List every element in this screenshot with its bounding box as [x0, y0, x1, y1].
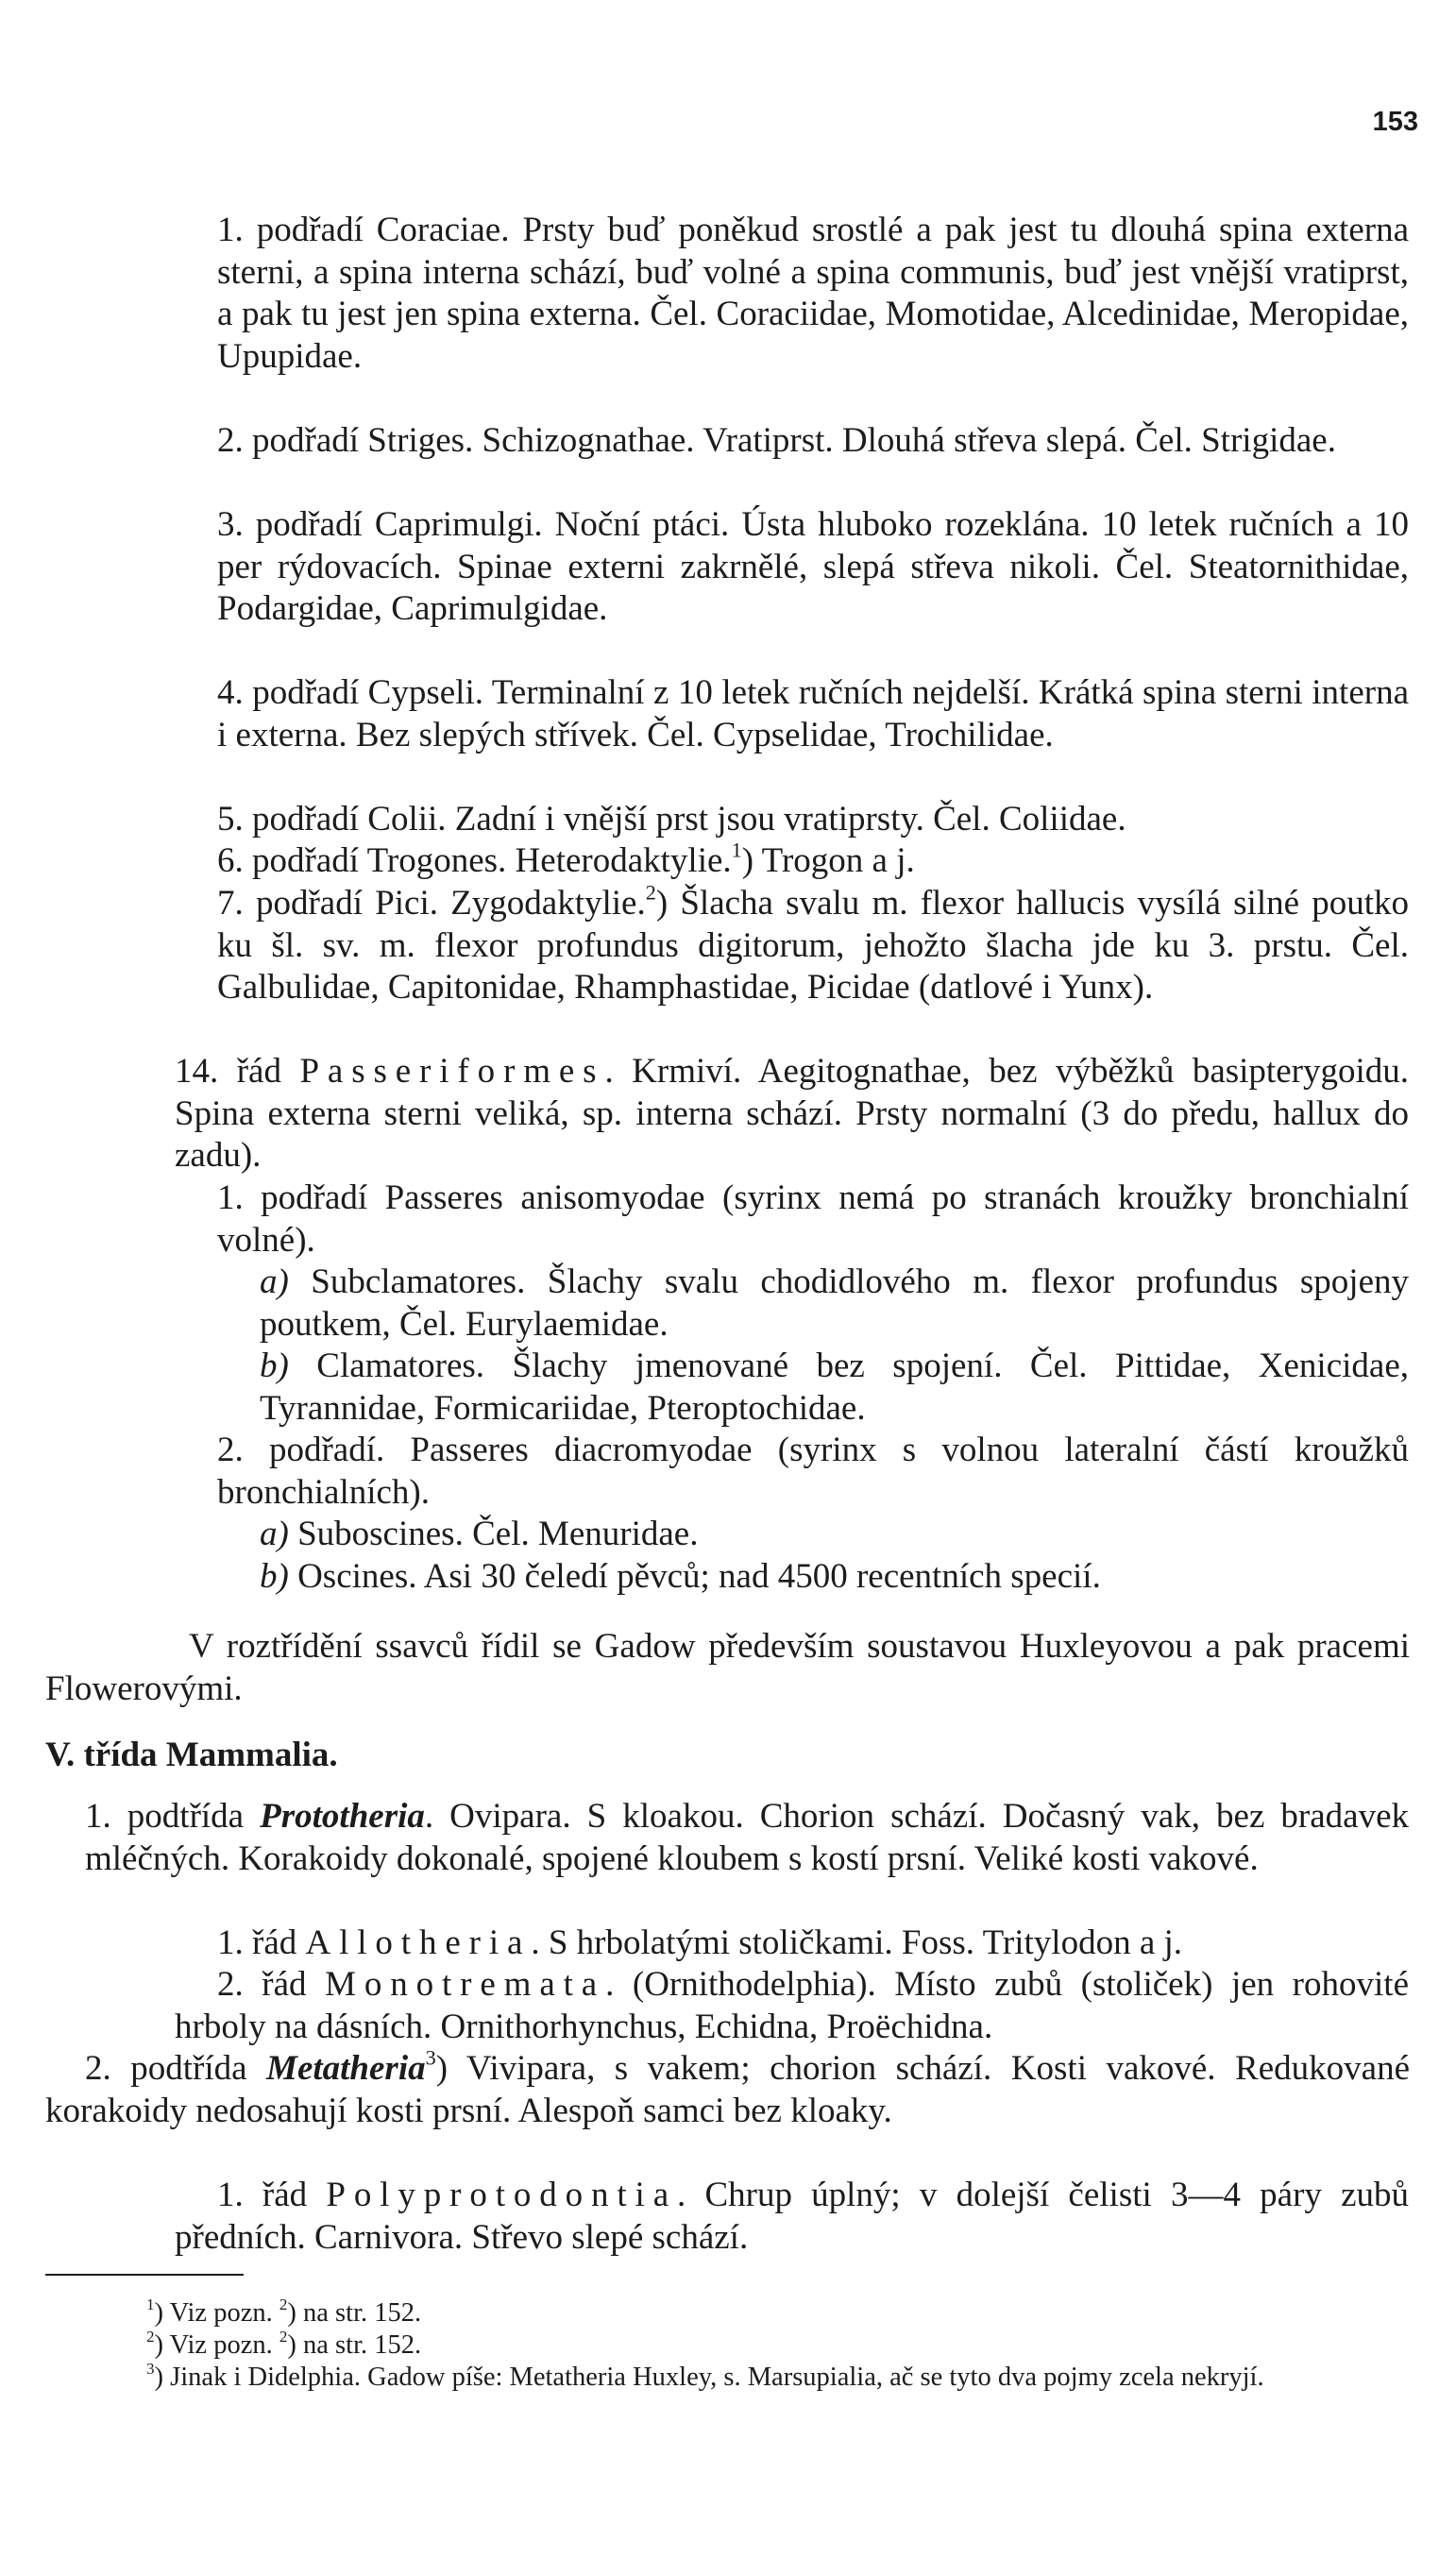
subclass-name: Metatheria [266, 2049, 426, 2088]
suborder-paragraph: 2. podřadí. Passeres diacromyodae (syrinx s volnou lateralní částí kroužků bronchialních). [217, 1431, 1409, 1512]
list-letter: a) [260, 1262, 289, 1301]
subgroup-paragraph: b) Oscines. Asi 30 čeledí pěvců; nad 4500 recentních specií. [260, 1557, 1101, 1596]
footnote-ref: 2 [279, 2295, 288, 2314]
order-name: Passeriformes [299, 1052, 605, 1091]
footnote-mark: 3 [146, 2360, 155, 2379]
footnote: $^1$) Viz pozn. $^2$) na str. 152. [146, 2295, 422, 2328]
order-name: Monotremata [325, 1965, 606, 2004]
list-letter: b) [260, 1347, 289, 1385]
suborder-paragraph: 1. podřadí Passeres anisomyodae (syrinx nemá po stranách kroužky bronchialní volné). [217, 1178, 1409, 1260]
order-paragraph: 1. řád Polyprotodontia. Chrup úplný; v dolejší čelisti 3—4 páry zubů předních. Carnivora. Střevo slepé schází. [175, 2176, 1410, 2257]
footnote-mark: 1 [146, 2295, 155, 2314]
list-letter: a) [260, 1515, 289, 1553]
order-paragraph: 2. řád Monotremata. (Ornithodelphia). Místo zubů (stoliček) jen rohovité hrboly na dásních. Ornithorhynchus, Echidna, Proëchidna. [175, 1965, 1409, 2046]
footnote-ref: 2 [279, 2328, 288, 2346]
order-name: Polyprotodontia [326, 2176, 678, 2214]
list-letter: b) [260, 1557, 289, 1596]
subclass-paragraph: 1. podtřída Prototheria. Ovipara. S kloakou. Chorion schází. Dočasný vak, bez bradavek mléčných. Korakoidy dokonalé, spojené kloubem s kostí prsní. Veliké kosti vakové. [85, 1797, 1409, 1878]
footnote-ref: 1 [731, 838, 742, 862]
footnote-rule [45, 2274, 244, 2276]
subgroup-paragraph: a) Suboscines. Čel. Menuridae. [260, 1515, 699, 1553]
order-name: Allotheria [305, 1923, 532, 1962]
suborder-paragraph: 5. podřadí Colii. Zadní i vnější prst jsou vratiprsty. Čel. Coliidae. [217, 800, 1126, 839]
subgroup-paragraph: b) Clamatores. Šlachy jmenované bez spojení. Čel. Pittidae, Xenicidae, Tyrannidae, Formicariidae, Pteroptochidae. [260, 1347, 1409, 1428]
class-heading: V. třída Mammalia. [45, 1736, 338, 1774]
footnote: $^2$) Viz pozn. $^2$) na str. 152. [146, 2328, 422, 2360]
footnote: $^3$) Jinak i Didelphia. Gadow píše: Metatheria Huxley, s. Marsupialia, ač se tyto dva pojmy zcela nekryjí. [146, 2360, 1264, 2392]
order-paragraph: 14. řád Passeriformes. Krmiví. Aegitognathae, bez výběžků basipterygoidu. Spina externa sterni veliká, sp. interna schází. Prsty normalní (3 do předu, hallux do zadu). [175, 1052, 1409, 1176]
suborder-paragraph: 7. podřadí Pici. Zygodaktylie.$^2$) Šlacha svalu m. flexor hallucis vysílá silné poutko ku šl. sv. m. flexor profundus digitorum, jehožto šlacha jde ku 3. prstu. Čel. Galbulidae, Capitonidae, Rhamphastidae, Picidae (datlové i Yunx). [217, 880, 1409, 1008]
suborder-paragraph: 2. podřadí Striges. Schizognathae. Vratiprst. Dlouhá střeva slepá. Čel. Strigidae. [217, 421, 1336, 460]
footnote-ref: 2 [645, 880, 656, 905]
subgroup-paragraph: a) Subclamatores. Šlachy svalu chodidlového m. flexor profundus spojeny poutkem, Čel. Eurylaemidae. [260, 1262, 1409, 1344]
suborder-paragraph: 6. podřadí Trogones. Heterodaktylie.$^1$) Trogon a j. [217, 838, 915, 880]
footnote-mark: 2 [146, 2328, 155, 2346]
subclass-paragraph: 2. podtřída Metatheria$^3$) Vivipara, s vakem; chorion schází. Kosti vakové. Redukované korakoidy nedosahují kosti prsní. Alespoň samci bez kloaky. [45, 2045, 1410, 2130]
order-paragraph: 1. řád Allotheria. S hrbolatými stoličkami. Foss. Tritylodon a j. [217, 1923, 1183, 1962]
suborder-paragraph: 1. podřadí Coraciae. Prsty buď poněkud srostlé a pak jest tu dlouhá spina externa sterni, a spina interna schází, buď volné a spina communis, buď jest vnější vratiprst, a pak tu jest jen spina externa. Čel. Coraciidae, Momotidae, Alcedinidae, Meropidae, Upupidae. [217, 211, 1409, 376]
suborder-paragraph: 4. podřadí Cypseli. Terminalní z 10 letek ručních nejdelší. Krátká spina sterni interna i externa. Bez slepých střívek. Čel. Cypselidae, Trochilidae. [217, 673, 1409, 754]
intro-paragraph: V roztřídění ssavců řídil se Gadow především soustavou Huxleyovou a pak pracemi Flowerovými. [45, 1627, 1410, 1708]
footnote-ref: 3 [425, 2045, 436, 2070]
suborder-paragraph: 3. podřadí Caprimulgi. Noční ptáci. Ústa hluboko rozeklána. 10 letek ručních a 10 per rýdovacích. Spinae externi zakrnělé, slepá střeva nikoli. Čel. Steatornithidae, Podargidae, Caprimulgidae. [217, 505, 1409, 629]
page-number: 153 [1372, 107, 1418, 137]
subclass-name: Prototheria [260, 1797, 425, 1836]
